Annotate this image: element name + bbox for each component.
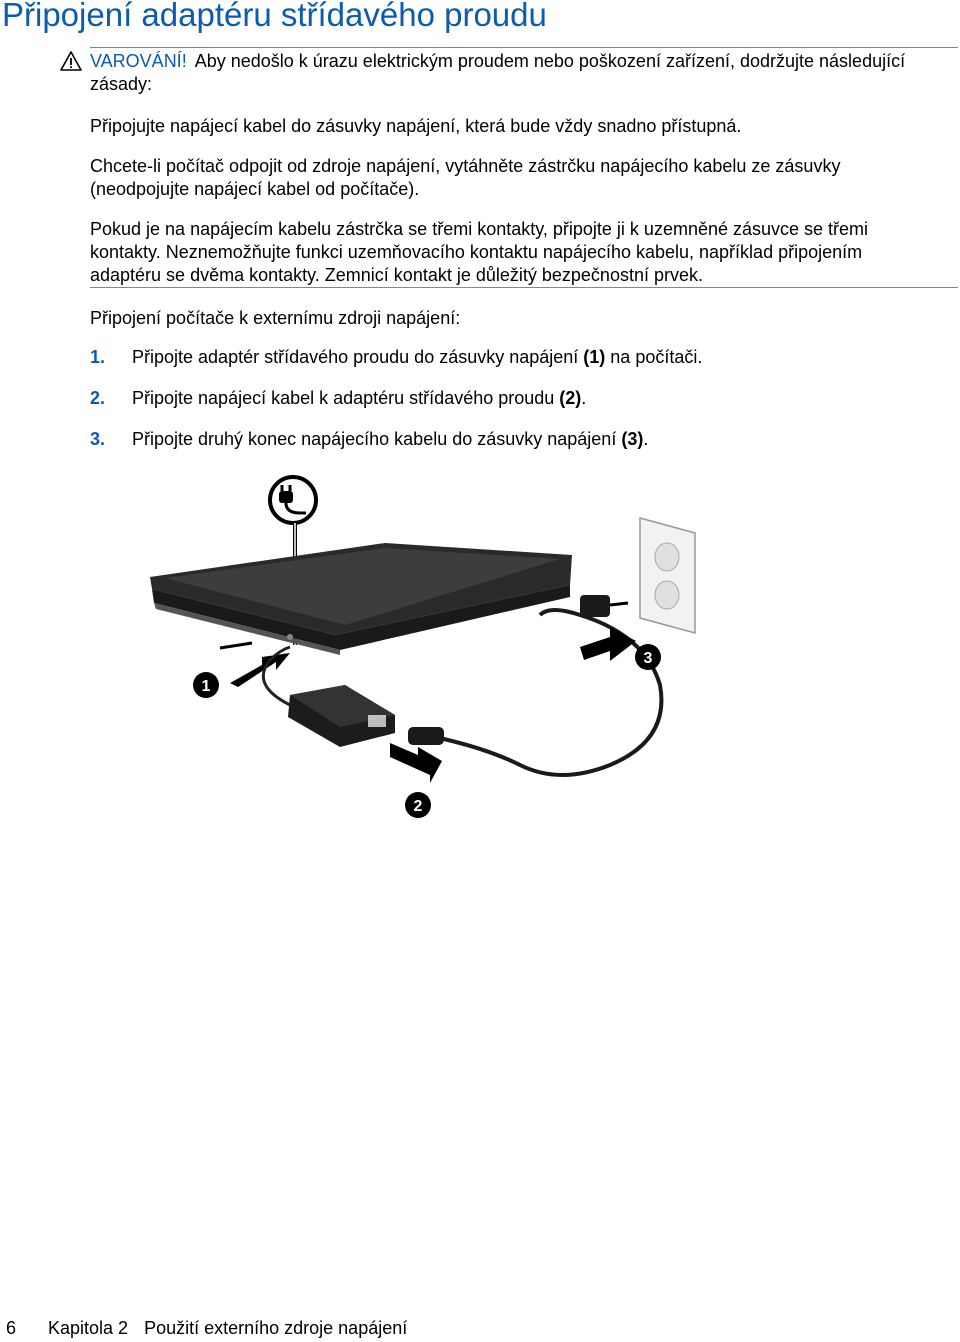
power-connection-illustration [140,465,700,835]
page-number: 6 [6,1318,17,1338]
page-footer [6,1318,407,1339]
chapter-label: Kapitola 2 [48,1318,129,1338]
step-text: Připojte adaptér střídavého proudu do zásuvky napájení [132,347,584,367]
step-reference: (1) [583,347,606,367]
warning-top-rule [90,47,958,48]
callout-label: 3 [643,650,653,667]
step-reference: (2) [559,388,582,408]
step-reference: (3) [621,429,644,449]
callout-1 [193,643,290,698]
wall-outlet-illustration [640,518,695,633]
callout-3 [580,627,661,670]
step-1 [90,346,702,369]
step-number: 1. [90,347,106,367]
callout-label: 2 [413,798,423,815]
step-text-tail: . [643,429,649,449]
step-text-tail: na počítači. [605,347,703,367]
warning-intro-text: Aby nedošlo k úrazu elektrickým proudem nebo poškození zařízení, dodržujte následující zásady: [90,51,906,94]
step-3 [90,428,648,451]
step-number: 3. [90,429,106,449]
chapter-title: Použití externího zdroje napájení [144,1318,408,1338]
step-number: 2. [90,388,106,408]
warning-item: Připojujte napájecí kabel do zásuvky napájení, která bude vždy snadno přístupná. [90,116,742,136]
laptop-illustration [150,543,572,655]
warning-icon [60,51,82,71]
warning-bottom-rule [90,287,958,288]
step-2 [90,387,586,410]
callout-2 [390,743,442,818]
callout-label: 1 [201,678,211,695]
warning-item: Pokud je na napájecím kabelu zástrčka se třemi kontakty, připojte ji k uzemněné zásuvce se třemi kontakty. Neznemožňujte funkci uzemňovacího kontaktu napájecího kabelu, například připojením adaptéru se dvěma kontakty. Zemnicí kontakt je důležitý bezpečnostní prvek. [90,219,869,285]
step-text-tail: . [581,388,587,408]
warning-item: Chcete-li počítač odpojit od zdroje napájení, vytáhněte zástrčku napájecího kabelu ze zásuvky (neodpojujte napájecí kabel od počítače). [90,156,841,199]
ac-adapter-illustration [263,647,395,747]
step-text: Připojte napájecí kabel k adaptéru střídavého proudu [132,388,560,408]
warning-label: VAROVÁNÍ! [90,51,187,71]
procedure-intro: Připojení počítače k externímu zdroji napájení: [90,308,461,328]
page-title: Připojení adaptéru střídavého proudu [2,0,547,33]
step-text: Připojte druhý konec napájecího kabelu do zásuvky napájení [132,429,622,449]
warning-intro [90,50,930,96]
